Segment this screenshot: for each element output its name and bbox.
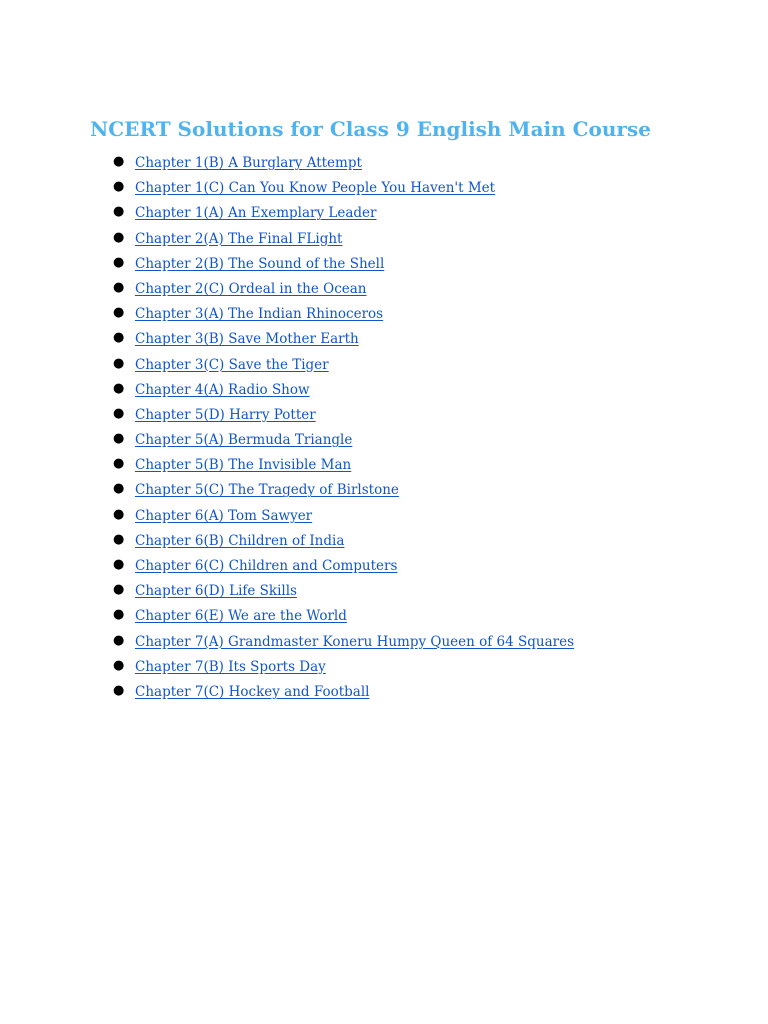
bullet-icon: ● [113, 506, 125, 522]
chapter-link[interactable]: Chapter 7(A) Grandmaster Koneru Humpy Queen of 64 Squares [135, 633, 575, 650]
bullet-icon: ● [113, 279, 125, 295]
list-item [0, 502, 574, 527]
chapter-link[interactable]: Chapter 3(A) The Indian Rhinoceros [135, 306, 384, 323]
list-item [0, 325, 574, 350]
chapter-link[interactable]: Chapter 6(A) Tom Sawyer [135, 507, 313, 524]
chapter-link[interactable]: Chapter 5(C) The Tragedy of Birlstone [135, 482, 399, 499]
chapter-link[interactable]: Chapter 7(B) Its Sports Day [135, 658, 326, 675]
list-item [0, 476, 574, 501]
chapter-list [0, 149, 574, 703]
list-item [0, 678, 574, 703]
bullet-icon: ● [113, 154, 125, 169]
list-item [0, 451, 574, 476]
chapter-link[interactable]: Chapter 5(D) Harry Potter [135, 406, 316, 423]
list-item [0, 401, 574, 426]
chapter-link[interactable]: Chapter 4(A) Radio Show [135, 381, 310, 398]
bullet-icon: ● [113, 305, 125, 321]
chapter-link[interactable]: Chapter 1(B) A Burglary Attempt [135, 155, 362, 171]
list-item [0, 149, 574, 174]
chapter-link[interactable]: Chapter 2(A) The Final FLight [135, 230, 343, 247]
list-item [0, 426, 574, 451]
bullet-icon: ● [113, 204, 125, 220]
list-item [0, 275, 574, 300]
bullet-icon: ● [113, 254, 125, 270]
list-item [0, 552, 574, 577]
list-item [0, 527, 574, 552]
list-item [0, 225, 574, 250]
bullet-icon: ● [113, 657, 125, 673]
bullet-icon: ● [113, 682, 125, 698]
list-item [0, 199, 574, 224]
bullet-icon: ● [113, 557, 125, 572]
list-item [0, 300, 574, 325]
chapter-link[interactable]: Chapter 6(C) Children and Computers [135, 558, 398, 574]
chapter-link[interactable]: Chapter 5(B) The Invisible Man [135, 457, 352, 474]
list-item [0, 628, 574, 653]
bullet-icon: ● [113, 179, 125, 195]
bullet-icon: ● [113, 456, 125, 472]
bullet-icon: ● [113, 481, 125, 497]
chapter-link[interactable]: Chapter 7(C) Hockey and Football [135, 683, 370, 700]
chapter-link[interactable]: Chapter 3(C) Save the Tiger [135, 356, 329, 373]
bullet-icon: ● [113, 355, 125, 371]
bullet-icon: ● [113, 229, 125, 245]
chapter-link[interactable]: Chapter 3(B) Save Mother Earth [135, 331, 359, 348]
list-item [0, 577, 574, 602]
chapter-link[interactable]: Chapter 5(A) Bermuda Triangle [135, 432, 353, 449]
chapter-link[interactable]: Chapter 6(B) Children of India [135, 532, 345, 549]
bullet-icon: ● [113, 405, 125, 421]
bullet-icon: ● [113, 431, 125, 447]
chapter-link[interactable]: Chapter 1(A) An Exemplary Leader [135, 205, 377, 222]
chapter-link[interactable]: Chapter 1(C) Can You Know People You Haven't Met [135, 180, 496, 197]
bullet-icon: ● [113, 582, 125, 598]
list-item [0, 250, 574, 275]
bullet-icon: ● [113, 632, 125, 648]
list-item [0, 174, 574, 199]
list-item [0, 376, 574, 401]
bullet-icon: ● [113, 330, 125, 346]
bullet-icon: ● [113, 380, 125, 396]
list-item [0, 351, 574, 376]
list-item [0, 653, 574, 678]
bullet-icon: ● [113, 531, 125, 547]
chapter-link[interactable]: Chapter 2(B) The Sound of the Shell [135, 255, 385, 272]
chapter-link[interactable]: Chapter 6(D) Life Skills [135, 583, 297, 600]
list-item [0, 602, 574, 627]
page-title: NCERT Solutions for Class 9 English Main Course [90, 117, 651, 141]
bullet-icon: ● [113, 607, 125, 623]
chapter-link[interactable]: Chapter 2(C) Ordeal in the Ocean [135, 280, 367, 297]
chapter-link[interactable]: Chapter 6(E) We are the World [135, 608, 347, 625]
